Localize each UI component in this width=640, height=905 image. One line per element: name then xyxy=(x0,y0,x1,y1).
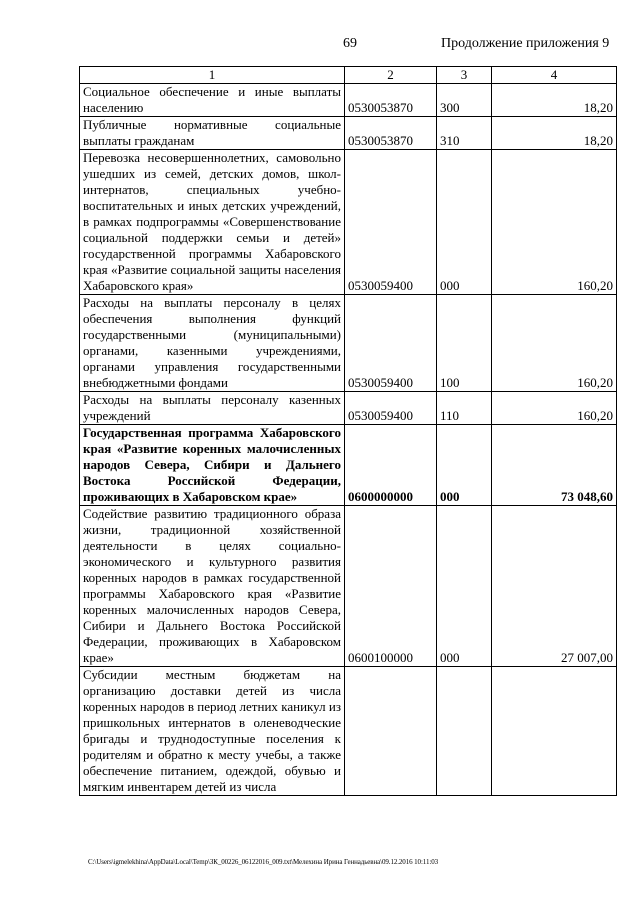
column-header-4: 4 xyxy=(492,67,617,84)
row-target-code: 0530053870 xyxy=(345,117,437,150)
table-row xyxy=(80,150,617,295)
row-target-code xyxy=(345,667,437,796)
row-description: Расходы на выплаты персоналу в целях обеспечения выполнения функций государственными (муниципальными) органами, казенными учреждениями, органами управления государственными внебюджетными фондами xyxy=(80,295,345,392)
row-expense-type: 000 xyxy=(437,506,492,667)
row-amount: 73 048,60 xyxy=(492,425,617,506)
table-row xyxy=(80,506,617,667)
row-amount: 27 007,00 xyxy=(492,506,617,667)
row-description: Субсидии местным бюджетам на организацию доставки детей из числа коренных народов в период летних каникул из пришкольных интернатов в оленеводческие бригады и труднодоступные поселения к родителям и обратно к месту учебы, а также обеспечение питанием, одеждой, обувью и мягким инвентарем детей из числа xyxy=(80,667,345,796)
budget-table xyxy=(79,66,617,796)
column-header-1: 1 xyxy=(80,67,345,84)
table-row xyxy=(80,84,617,117)
row-expense-type: 110 xyxy=(437,392,492,425)
table-row xyxy=(80,667,617,796)
row-description: Социальное обеспечение и иные выплаты населению xyxy=(80,84,345,117)
document-footer-path: C:\Users\igmelekhina\AppData\Local\Temp\ЗК_00226_06122016_009.txt\Мелехина Ирина Геннадьевна\09.12.2016 10:11:03 xyxy=(88,858,438,866)
appendix-label: Продолжение приложения 9 xyxy=(441,36,610,51)
row-amount: 18,20 xyxy=(492,84,617,117)
table-row xyxy=(80,295,617,392)
row-amount: 160,20 xyxy=(492,150,617,295)
row-description: Содействие развитию традиционного образа жизни, традиционной хозяйственной деятельности в целях социально-экономического и культурного развития коренных народов в рамках государственной программы Хабаровского края «Развитие коренных малочисленных народов Севера, Сибири и Дальнего Востока Российской Федерации, проживающих в Хабаровском крае» xyxy=(80,506,345,667)
row-expense-type: 100 xyxy=(437,295,492,392)
row-target-code: 0530059400 xyxy=(345,392,437,425)
row-target-code: 0530053870 xyxy=(345,84,437,117)
column-header-2: 2 xyxy=(345,67,437,84)
row-amount xyxy=(492,667,617,796)
row-description: Государственная программа Хабаровского края «Развитие коренных малочисленных народов Севера, Сибири и Дальнего Востока Российской Федерации, проживающих в Хабаровском крае» xyxy=(80,425,345,506)
column-header-3: 3 xyxy=(437,67,492,84)
table-header-row xyxy=(80,67,617,84)
row-target-code: 0600100000 xyxy=(345,506,437,667)
row-description: Перевозка несовершеннолетних, самовольно ушедших из семей, детских домов, школ-интернатов, специальных учебно-воспитательных и иных детских учреждений, в рамках подпрограммы «Совершенствование социальной поддержки семьи и детей» государственной программы Хабаровского края «Развитие социальной защиты населения Хабаровского края» xyxy=(80,150,345,295)
row-target-code: 0600000000 xyxy=(345,425,437,506)
row-expense-type: 000 xyxy=(437,425,492,506)
row-target-code: 0530059400 xyxy=(345,295,437,392)
row-description: Расходы на выплаты персоналу казенных учреждений xyxy=(80,392,345,425)
table-row xyxy=(80,425,617,506)
row-amount: 160,20 xyxy=(492,295,617,392)
page-number: 69 xyxy=(343,36,357,51)
table-row xyxy=(80,392,617,425)
row-expense-type xyxy=(437,667,492,796)
row-description: Публичные нормативные социальные выплаты гражданам xyxy=(80,117,345,150)
row-expense-type: 000 xyxy=(437,150,492,295)
row-expense-type: 310 xyxy=(437,117,492,150)
row-target-code: 0530059400 xyxy=(345,150,437,295)
table-row xyxy=(80,117,617,150)
table-body xyxy=(80,67,617,796)
row-amount: 18,20 xyxy=(492,117,617,150)
row-expense-type: 300 xyxy=(437,84,492,117)
row-amount: 160,20 xyxy=(492,392,617,425)
